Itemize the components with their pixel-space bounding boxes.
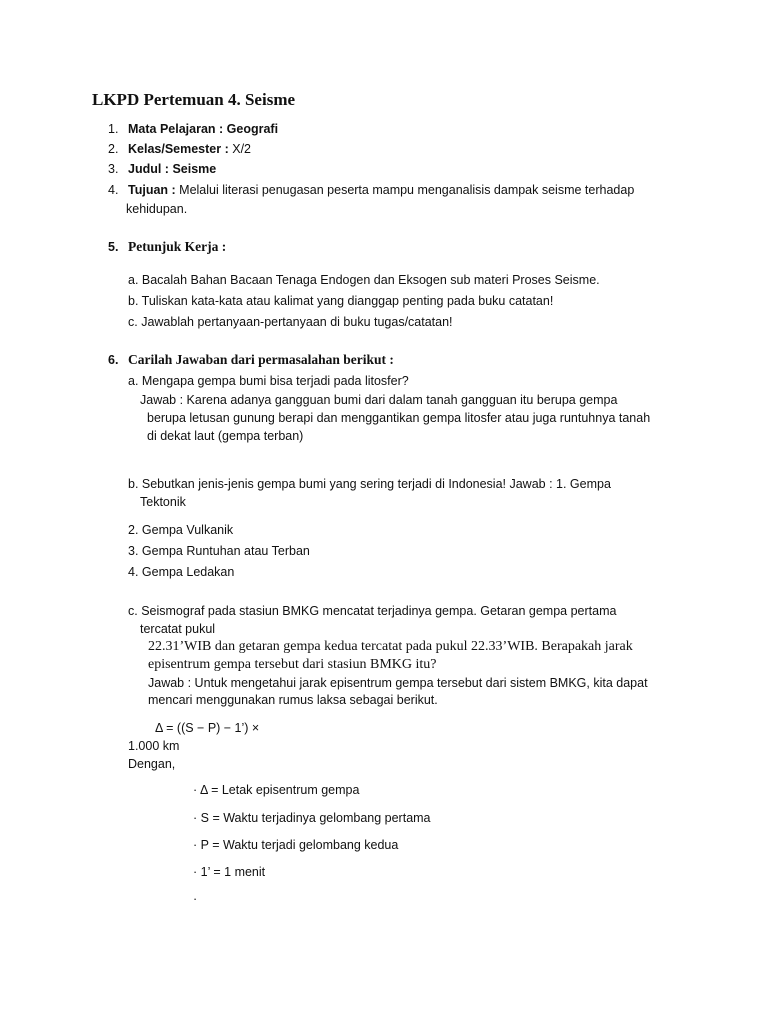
section-heading: Petunjuk Kerja : bbox=[128, 239, 227, 254]
answer-b-item: 4. Gempa Ledakan bbox=[128, 565, 235, 579]
page-title: LKPD Pertemuan 4. Seisme bbox=[92, 90, 296, 109]
info-number: 4. bbox=[108, 183, 119, 197]
section-number: 5. bbox=[108, 240, 119, 254]
info-number: 2. bbox=[108, 142, 119, 156]
question-c-continuation: 22.31’WIB dan getaran gempa kedua tercatat pada pukul 22.33’WIB. Berapakah jarak bbox=[148, 639, 633, 654]
section-number: 6. bbox=[108, 353, 119, 367]
section-heading-questions bbox=[108, 352, 394, 368]
question-c: c. Seismograf pada stasiun BMKG mencatat terjadinya gempa. Getaran gempa pertama bbox=[128, 604, 617, 618]
answer-a-line: berupa letusan gunung berapi dan menggantikan gempa litosfer atau juga runtuhnya tanah bbox=[147, 411, 651, 425]
info-number: 3. bbox=[108, 162, 119, 176]
definition-item: · S = Waktu terjadinya gelombang pertama bbox=[193, 811, 431, 825]
instruction-item: a. Bacalah Bahan Bacaan Tenaga Endogen dan Eksogen sub materi Proses Seisme. bbox=[128, 273, 600, 287]
definitions-intro: Dengan, bbox=[128, 757, 176, 771]
info-item-goal bbox=[108, 182, 634, 198]
definition-item: · bbox=[193, 892, 198, 906]
question-c-continuation: episentrum gempa tersebut dari stasiun BMKG itu? bbox=[148, 657, 437, 672]
definition-item: · Δ = Letak episentrum gempa bbox=[193, 783, 360, 797]
info-value: X/2 bbox=[228, 142, 252, 156]
answer-b-item: 2. Gempa Vulkanik bbox=[128, 523, 234, 537]
question-c-continuation: tercatat pukul bbox=[140, 622, 216, 636]
answer-a-line: di dekat laut (gempa terban) bbox=[147, 429, 304, 443]
definition-item: · 1’ = 1 menit bbox=[193, 865, 266, 879]
info-item-subject bbox=[108, 121, 278, 137]
info-label: Tujuan : bbox=[128, 183, 176, 197]
answer-b-item: 3. Gempa Runtuhan atau Terban bbox=[128, 544, 310, 558]
question-b: b. Sebutkan jenis-jenis gempa bumi yang sering terjadi di Indonesia! Jawab : 1. Gempa bbox=[128, 477, 611, 491]
definition-item: · P = Waktu terjadi gelombang kedua bbox=[193, 838, 399, 852]
formula-continuation: 1.000 km bbox=[128, 739, 180, 753]
formula: Δ = ((S − P) − 1’) × bbox=[155, 721, 260, 735]
info-goal-continuation: kehidupan. bbox=[126, 202, 188, 216]
instruction-item: c. Jawablah pertanyaan-pertanyaan di buku tugas/catatan! bbox=[128, 315, 453, 329]
info-item-title bbox=[108, 161, 216, 177]
info-label: Mata Pelajaran : Geografi bbox=[128, 122, 279, 136]
info-value: Melalui literasi penugasan peserta mampu menganalisis dampak seisme terhadap bbox=[175, 183, 635, 197]
section-heading: Carilah Jawaban dari permasalahan berikut : bbox=[128, 352, 394, 367]
info-item-class bbox=[108, 141, 251, 157]
answer-c-line: mencari menggunakan rumus laksa sebagai berikut. bbox=[148, 693, 438, 707]
question-b-continuation: Tektonik bbox=[140, 495, 186, 509]
answer-c-line: Jawab : Untuk mengetahui jarak episentrum gempa tersebut dari sistem BMKG, kita dapat bbox=[148, 676, 648, 690]
info-label: Judul : Seisme bbox=[128, 162, 217, 176]
info-label: Kelas/Semester : bbox=[128, 142, 229, 156]
instruction-item: b. Tuliskan kata-kata atau kalimat yang dianggap penting pada buku catatan! bbox=[128, 294, 554, 308]
info-number: 1. bbox=[108, 122, 119, 136]
section-heading-instructions bbox=[108, 239, 226, 255]
answer-a-line: Jawab : Karena adanya gangguan bumi dari dalam tanah gangguan itu berupa gempa bbox=[140, 393, 618, 407]
question-a: a. Mengapa gempa bumi bisa terjadi pada litosfer? bbox=[128, 374, 409, 388]
